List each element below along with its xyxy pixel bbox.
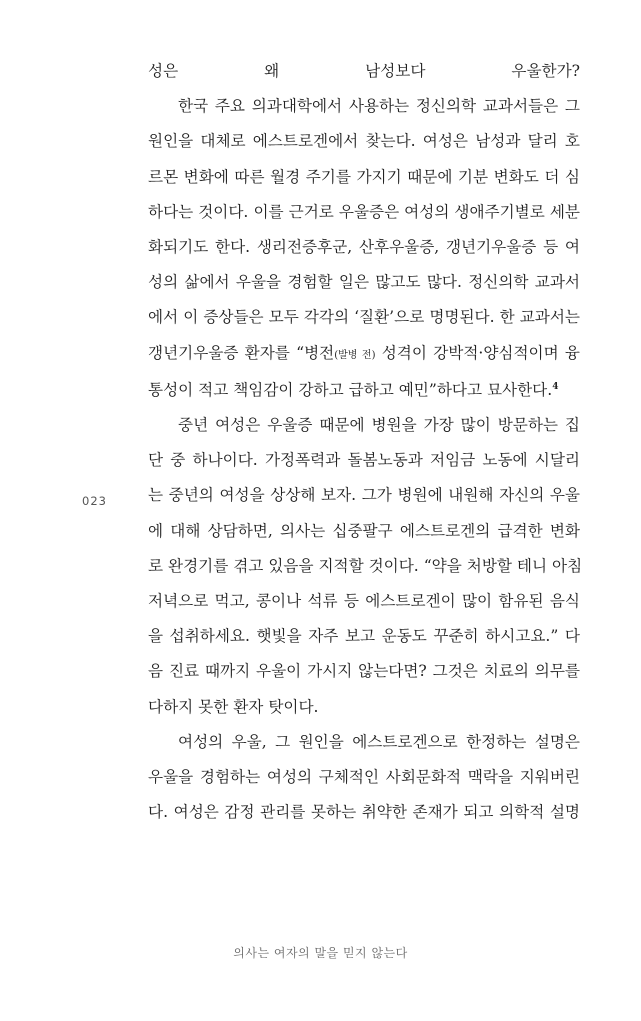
text-line: 성의 삶에서 우울을 경험할 일은 많고도 많다. 정신의학 교과서 — [148, 273, 580, 292]
text-line: 한국 주요 의과대학에서 사용하는 정신의학 교과서들은 그 — [178, 97, 580, 116]
running-footer: 의사는 여자의 말을 믿지 않는다 — [233, 946, 408, 960]
text-segment: 성격이 강박적·양심적이며 융 — [375, 343, 580, 362]
text-line: 을 섭취하세요. 햇빛을 자주 보고 운동도 꾸준히 하시고요.” 다 — [148, 627, 580, 646]
footnote-marker: 4 — [552, 381, 559, 392]
text-line: 화되기도 한다. 생리전증후군, 산후우울증, 갱년기우울증 등 여 — [148, 238, 580, 257]
text-line: 다. 여성은 감정 관리를 못하는 취약한 존재가 되고 의학적 설명 — [148, 803, 580, 822]
text-line: 단 중 하나이다. 가정폭력과 돌봄노동과 저임금 노동에 시달리 — [148, 451, 580, 470]
text-line: 다하지 못한 환자 탓이다. — [148, 697, 319, 716]
text-line: 로 완경기를 겪고 있음을 지적할 것이다. “약을 처방할 테니 아침 — [148, 556, 583, 575]
text-line: 여성의 우울, 그 원인을 에스트로겐으로 한정하는 설명은 — [178, 732, 580, 751]
text-line: 성은 왜 남성보다 우울한가? — [148, 62, 580, 80]
text-segment: 통성이 적고 책임감이 강하고 급하고 예민”하다고 묘사한다. — [148, 380, 553, 399]
text-line: 음 진료 때까지 우울이 가시지 않는다면? 그것은 치료의 의무를 — [148, 662, 580, 681]
text-line: 에 대해 상담하면, 의사는 십중팔구 에스트로겐의 급격한 변화 — [148, 521, 580, 540]
body-text — [148, 54, 583, 830]
text-line: 저녁으로 먹고, 콩이나 석류 등 에스트로겐이 많이 함유된 음식 — [148, 592, 580, 611]
text-line: 우울을 경험하는 여성의 구체적인 사회문화적 맥락을 지워버린 — [148, 768, 580, 787]
text-line: 는 중년의 여성을 상상해 보자. 그가 병원에 내원해 자신의 우울 — [148, 486, 580, 505]
page-number: 023 — [82, 494, 107, 508]
text-line — [148, 373, 580, 408]
text-line: 중년 여성은 우울증 때문에 병원을 가장 많이 방문하는 집 — [178, 416, 580, 435]
text-line: 원인을 대체로 에스트로겐에서 찾는다. 여성은 남성과 달리 호 — [148, 132, 580, 151]
text-line: 에서 이 증상들은 모두 각각의 ‘질환’으로 명명된다. 한 교과서는 — [148, 308, 580, 327]
text-line — [148, 336, 580, 373]
parenthetical-note: (발병 전) — [334, 349, 376, 361]
text-line: 르몬 변화에 따른 월경 주기를 가지기 때문에 기분 변화도 더 심 — [148, 167, 580, 186]
text-line: 하다는 것이다. 이를 근거로 우울증은 여성의 생애주기별로 세분 — [148, 202, 580, 221]
text-segment: 갱년기우울증 환자를 “병전 — [148, 343, 335, 362]
